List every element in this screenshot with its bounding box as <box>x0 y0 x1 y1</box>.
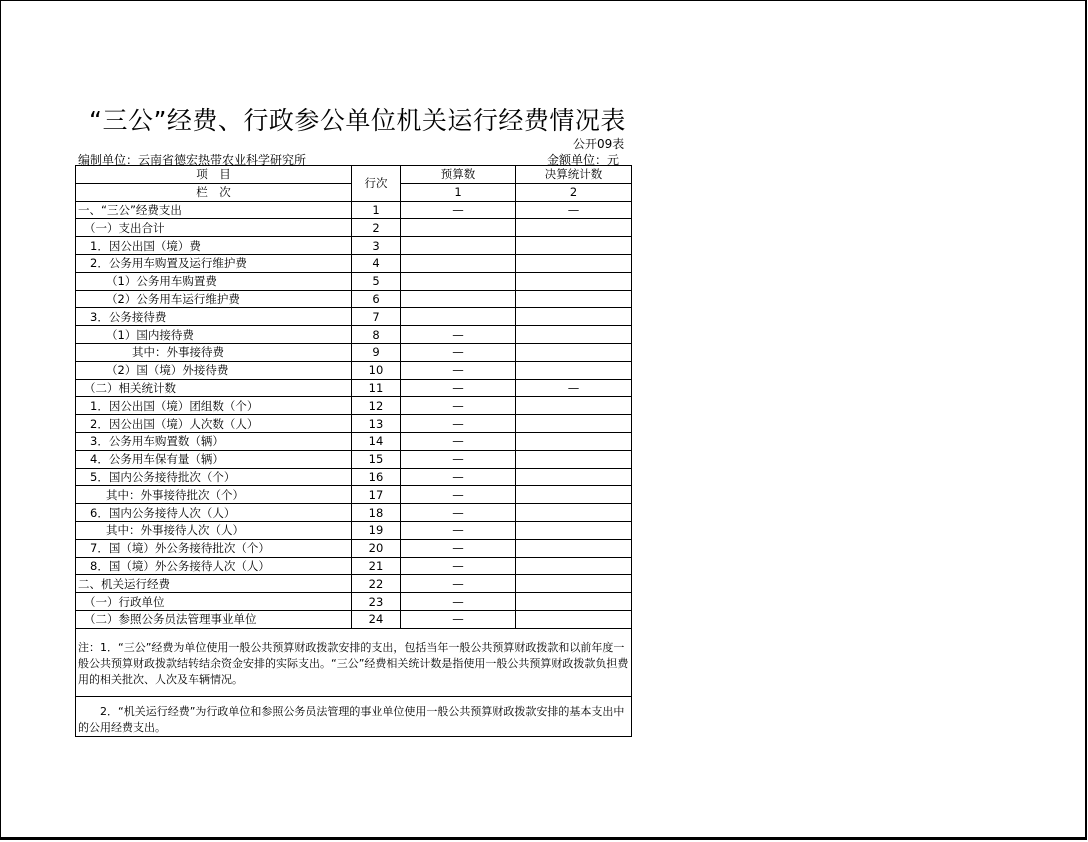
compiling-unit: 编制单位：云南省德宏热带农业科学研究所 <box>78 153 307 167</box>
row-no: 16 <box>352 468 401 486</box>
final-cell <box>516 397 632 415</box>
row-label: （1）国内接待费 <box>76 326 352 344</box>
row-label: （1）公务用车购置费 <box>76 272 352 290</box>
note-row-2 <box>76 696 632 736</box>
budget-cell <box>401 237 516 255</box>
final-cell <box>516 415 632 433</box>
row-no: 3 <box>352 237 401 255</box>
table-row <box>76 254 632 272</box>
row-no: 11 <box>352 379 401 397</box>
table-row <box>76 290 632 308</box>
row-no: 21 <box>352 557 401 575</box>
budget-cell: — <box>401 575 516 593</box>
row-label: 7．国（境）外公务接待批次（个） <box>76 539 352 557</box>
final-cell <box>516 593 632 611</box>
row-no: 7 <box>352 308 401 326</box>
table-row <box>76 557 632 575</box>
row-no: 1 <box>352 201 401 219</box>
note-1: 注：1．“三公”经费为单位使用一般公共预算财政拨款安排的支出，包括当年一般公共预算财政拨款和以前年度一般公共预算财政拨款结转结余资金安排的实际支出。“三公”经费相关统计数是指使用一般公共预算财政拨款负担费用的相关批次、人次及车辆情况。 <box>76 628 632 696</box>
budget-cell: — <box>401 361 516 379</box>
row-label: 2．公务用车购置及运行维护费 <box>76 254 352 272</box>
header-item: 项 目 <box>76 166 352 184</box>
header-column: 栏 次 <box>76 183 352 201</box>
budget-cell: — <box>401 504 516 522</box>
table-row <box>76 379 632 397</box>
row-no: 19 <box>352 521 401 539</box>
row-no: 17 <box>352 486 401 504</box>
row-label: 二、机关运行经费 <box>76 575 352 593</box>
final-cell <box>516 254 632 272</box>
row-label: 一、“三公”经费支出 <box>76 201 352 219</box>
final-col-no: 2 <box>516 183 632 201</box>
final-cell <box>516 468 632 486</box>
header-final: 决算统计数 <box>516 166 632 184</box>
budget-cell <box>401 254 516 272</box>
final-cell <box>516 308 632 326</box>
note-row-1 <box>76 628 632 696</box>
row-label: 6．国内公务接待人次（人） <box>76 504 352 522</box>
budget-cell <box>401 272 516 290</box>
final-cell <box>516 326 632 344</box>
row-no: 8 <box>352 326 401 344</box>
header-row-no: 行次 <box>352 166 401 202</box>
budget-cell <box>401 219 516 237</box>
table-row <box>76 272 632 290</box>
row-no: 18 <box>352 504 401 522</box>
budget-cell: — <box>401 415 516 433</box>
budget-cell: — <box>401 379 516 397</box>
table-row <box>76 539 632 557</box>
budget-cell: — <box>401 468 516 486</box>
row-label: （二）参照公务员法管理事业单位 <box>76 610 352 628</box>
final-cell <box>516 343 632 361</box>
table-row <box>76 610 632 628</box>
header-budget: 预算数 <box>401 166 516 184</box>
row-label: 其中：外事接待批次（个） <box>76 486 352 504</box>
budget-cell: — <box>401 432 516 450</box>
final-cell <box>516 557 632 575</box>
final-cell <box>516 610 632 628</box>
table-row <box>76 326 632 344</box>
row-label: （2）国（境）外接待费 <box>76 361 352 379</box>
final-cell <box>516 504 632 522</box>
row-label: （2）公务用车运行维护费 <box>76 290 352 308</box>
row-label: （一）支出合计 <box>76 219 352 237</box>
final-cell <box>516 237 632 255</box>
table-row <box>76 308 632 326</box>
budget-cell: — <box>401 557 516 575</box>
budget-cell: — <box>401 593 516 611</box>
row-label: 4．公务用车保有量（辆） <box>76 450 352 468</box>
row-no: 14 <box>352 432 401 450</box>
row-no: 15 <box>352 450 401 468</box>
final-cell <box>516 450 632 468</box>
budget-col-no: 1 <box>401 183 516 201</box>
table-row <box>76 504 632 522</box>
row-label: 1．因公出国（境）费 <box>76 237 352 255</box>
row-no: 2 <box>352 219 401 237</box>
table-row <box>76 521 632 539</box>
row-no: 24 <box>352 610 401 628</box>
budget-cell: — <box>401 610 516 628</box>
final-cell <box>516 219 632 237</box>
row-no: 5 <box>352 272 401 290</box>
expense-table <box>75 165 632 737</box>
table-row <box>76 468 632 486</box>
budget-cell: — <box>401 486 516 504</box>
row-label: 3．公务用车购置数（辆） <box>76 432 352 450</box>
budget-cell: — <box>401 326 516 344</box>
row-label: 3．公务接待费 <box>76 308 352 326</box>
table-row <box>76 397 632 415</box>
budget-cell: — <box>401 539 516 557</box>
final-cell <box>516 272 632 290</box>
final-cell <box>516 521 632 539</box>
table-row <box>76 450 632 468</box>
table-row <box>76 593 632 611</box>
final-cell <box>516 361 632 379</box>
table-row <box>76 432 632 450</box>
final-cell: — <box>516 201 632 219</box>
budget-cell: — <box>401 343 516 361</box>
row-label: 其中：外事接待人次（人） <box>76 521 352 539</box>
budget-cell: — <box>401 450 516 468</box>
table-row <box>76 219 632 237</box>
row-no: 22 <box>352 575 401 593</box>
row-label: （一）行政单位 <box>76 593 352 611</box>
row-no: 4 <box>352 254 401 272</box>
row-no: 12 <box>352 397 401 415</box>
row-no: 23 <box>352 593 401 611</box>
table-row <box>76 343 632 361</box>
row-label: 5．国内公务接待批次（个） <box>76 468 352 486</box>
row-label: 8．国（境）外公务接待人次（人） <box>76 557 352 575</box>
budget-cell <box>401 308 516 326</box>
row-label: 2．因公出国（境）人次数（人） <box>76 415 352 433</box>
budget-cell <box>401 290 516 308</box>
header-row <box>76 166 632 184</box>
final-cell <box>516 290 632 308</box>
table-row <box>76 201 632 219</box>
note-2: 2．“机关运行经费”为行政单位和参照公务员法管理的事业单位使用一般公共预算财政拨款安排的基本支出中的公用经费支出。 <box>76 696 632 736</box>
table-row <box>76 575 632 593</box>
table-row <box>76 237 632 255</box>
row-label: 其中：外事接待费 <box>76 343 352 361</box>
budget-cell: — <box>401 397 516 415</box>
table-row <box>76 415 632 433</box>
row-label: 1．因公出国（境）团组数（个） <box>76 397 352 415</box>
form-number: 公开09表 <box>573 137 625 151</box>
budget-cell: — <box>401 521 516 539</box>
final-cell <box>516 432 632 450</box>
row-no: 6 <box>352 290 401 308</box>
row-no: 13 <box>352 415 401 433</box>
final-cell: — <box>516 379 632 397</box>
final-cell <box>516 486 632 504</box>
row-label: （二）相关统计数 <box>76 379 352 397</box>
page-title: “三公”经费、行政参公单位机关运行经费情况表 <box>89 106 626 135</box>
table-row <box>76 361 632 379</box>
final-cell <box>516 539 632 557</box>
table-row <box>76 486 632 504</box>
amount-unit: 金额单位：元 <box>547 153 620 167</box>
budget-cell: — <box>401 201 516 219</box>
row-no: 10 <box>352 361 401 379</box>
final-cell <box>516 575 632 593</box>
row-no: 20 <box>352 539 401 557</box>
row-no: 9 <box>352 343 401 361</box>
